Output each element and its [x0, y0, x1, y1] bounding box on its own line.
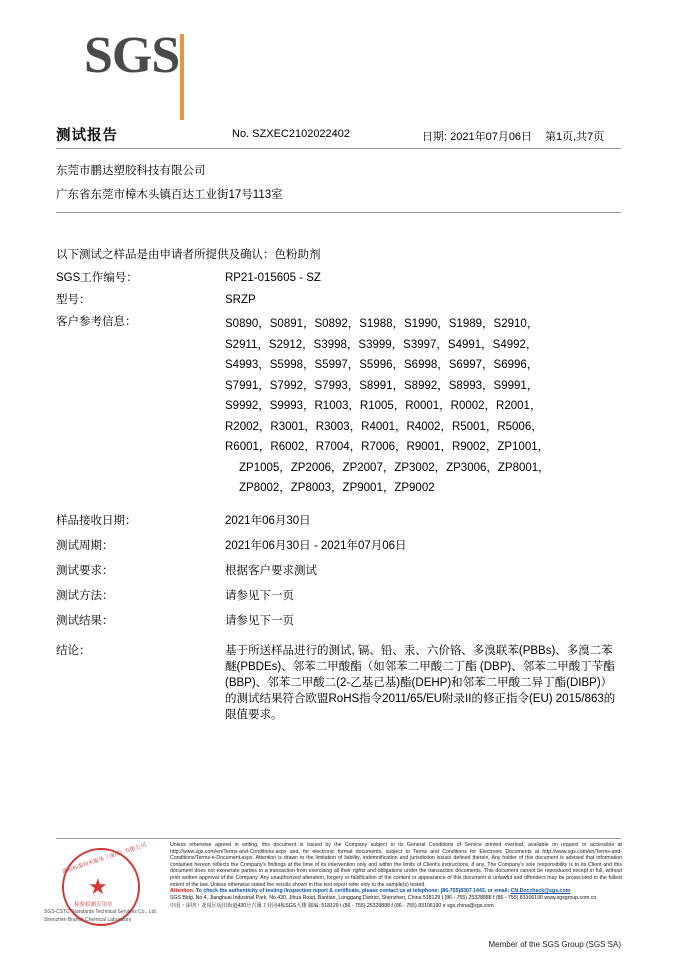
list-item: R6001，R6002，R7004，R7006，R9001，R9002，ZP1001， — [225, 441, 550, 453]
list-item: ZP1005，ZP2006，ZP2007，ZP3002，ZP3006，ZP8001， — [239, 461, 550, 474]
sample-statement: 以下测试之样品是由申请者所提供及确认：色粉助剂 — [56, 249, 321, 261]
detail-row-test-method — [56, 588, 621, 604]
divider-middle — [56, 212, 621, 213]
stamp-sub-label: 检验检测专用章 — [74, 902, 113, 908]
detail-label: 客户参考信息： — [56, 316, 137, 328]
sgs-logo-bar — [180, 34, 184, 120]
detail-label: 测试方法： — [56, 589, 114, 602]
company-address: 广东省东莞市樟木头镇百达工业街17号113室 — [56, 189, 283, 201]
detail-value: SRZP — [225, 294, 256, 306]
sgs-logo — [84, 27, 204, 92]
detail-value: 请参见下一页 — [225, 614, 294, 627]
stamp-side-line2: Shenzhen Branch Chemical Laboratory — [44, 917, 132, 923]
footer-member: Member of the SGS Group (SGS SA) — [488, 940, 621, 949]
detail-row-conclusion — [56, 643, 621, 723]
footer-attention-text: To check the authenticity of testing /inspection report & certificate, please contact us at telephone: (86-755)8307 1443, or email: — [195, 888, 510, 895]
detail-value: 根据客户要求测试 — [225, 564, 317, 577]
sgs-logo-text: SGS — [84, 27, 180, 84]
detail-value: RP21-015605 - SZ — [225, 272, 321, 284]
detail-row-customer-ref — [56, 314, 621, 499]
detail-label: 测试要求： — [56, 564, 114, 577]
divider-top — [56, 148, 621, 149]
list-item: S7991，S7992，S7993，S8991，S8992，S8993，S9991， — [225, 379, 539, 392]
page-count: 第1页,共7页 — [545, 131, 605, 143]
page-title: 测试报告 — [56, 128, 118, 144]
detail-rows — [56, 270, 621, 732]
detail-value: 请参见下一页 — [225, 589, 294, 602]
detail-value: 2021年06月30日 — [225, 514, 311, 527]
detail-value: 2021年06月30日 - 2021年07月06日 — [225, 539, 407, 552]
footer-address-en: SGS Bldg, No.4, Jianghuai Industrial Park, No.430, Jihua Road, Bantian, Longgang District, Shenzhen, China 518129 t (86 - 755) 25328888 f (86 - 755) 83106190 www.sgsgroup.com.cn — [170, 895, 597, 901]
footer-address — [170, 894, 622, 911]
company-stamp — [44, 842, 164, 934]
list-item: S4993，S5998，S5997，S5996，S6998，S6997，S6996， — [225, 359, 539, 371]
list-item: R2002，R3001，R3003，R4001，R4002，R5001，R5006， — [225, 420, 543, 433]
detail-row-receive-date — [56, 513, 621, 529]
stamp-arc-label: 通标标准技术服务（深圳）有限公司 — [61, 842, 148, 876]
star-icon: ★ — [88, 874, 108, 899]
detail-row-test-result — [56, 613, 621, 629]
conclusion-text: 基于所送样品进行的测试, 镉、铅、汞、六价铬、多溴联苯(PBBs)、多溴二苯醚(PBDEs)、邻苯二甲酸酯（如邻苯二甲酸二丁酯 (DBP)、邻苯二甲酸丁苄酯(BBP)、邻苯二甲酸二(2-乙基己基)酯(DEHP)和邻苯二甲酸二异丁酯(DIBP)）的测试结果符合欧盟RoHS指令2011/65/EU附录II的修正指令(EU) 2015/863的限值要求。 — [225, 644, 616, 721]
divider-footer — [56, 838, 621, 839]
stamp-side-line1: SGS-CSTC Standards Technical Services Co., Ltd. — [44, 909, 158, 915]
detail-label: SGS工作编号： — [56, 272, 138, 284]
footer-address-cn: 中国・深圳・龙岗区坂田街道430号吉溪工业园4栋SGS大楼 邮编: 518129 t (86 - 755) 25328888 f (86 - 755) 83106190 e sgs.china@sgs.com — [170, 903, 494, 910]
detail-row-test-request — [56, 563, 621, 579]
list-item: ZP8002，ZP8003，ZP9001，ZP9002 — [239, 482, 435, 494]
detail-label: 测试周期： — [56, 539, 114, 552]
footer-attention-label: Attention: — [170, 888, 195, 895]
report-number: No. SZXEC2102022402 — [232, 128, 351, 140]
company-name: 东莞市鹏达塑胶科技有限公司 — [56, 165, 206, 177]
footer-disclaimer-text: Unless otherwise agreed in writing, this document is issued by the Company subject to its General Conditions of Service printed overleaf, available on request or accessible at http://www.sgs.com/en/Terms-and-Conditions.aspx and, for electronic format documents, subject to Terms and Conditions for Electronic Documents at http://www.sgs.com/en/Terms-and-Conditions/Terms-e-Document.aspx. Attention is drawn to the limitation of liability, indemnification and jurisdiction issues defined therein. Any holder of this document is advised that information contained hereon reflects the Company's findings at the time of its intervention only and within the limits of Client's instructions, if any. The Company's sole responsibility is to its Client and this document does not exonerate parties to a transaction from exercising all their rights and obligations under the transaction documents. This document cannot be reproduced except in full, without prior written approval of the Company. Any unauthorized alteration, forgery or falsification of the content or appearance of this document is unlawful and offenders may be prosecuted to the fullest extent of the law. Unless otherwise stated the results shown in this test report refer only to the sample(s) tested. — [170, 842, 622, 888]
list-item: S0890，S0891，S0892，S1988，S1990，S1989，S2910， — [225, 318, 539, 330]
detail-label: 型号： — [56, 294, 91, 306]
report-date: 日期: 2021年07月06日 — [422, 131, 533, 143]
stamp-side-text — [44, 908, 174, 924]
detail-label: 结论： — [56, 644, 91, 657]
list-item: S2911，S2912，S3998，S3999，S3997，S4991，S4992， — [225, 338, 538, 351]
detail-row-job-no — [56, 270, 621, 286]
detail-label: 测试结果： — [56, 614, 114, 627]
detail-label: 样品接收日期： — [56, 514, 137, 527]
customer-ref-list — [225, 314, 621, 499]
list-item: S9992，S9993，R1003，R1005，R0001，R0002，R2001， — [225, 400, 542, 412]
footer-disclaimer — [170, 842, 622, 895]
doccheck-email-link[interactable]: CN.Doccheck@sgs.com — [510, 888, 571, 895]
detail-row-model — [56, 292, 621, 308]
detail-row-test-period — [56, 538, 621, 554]
